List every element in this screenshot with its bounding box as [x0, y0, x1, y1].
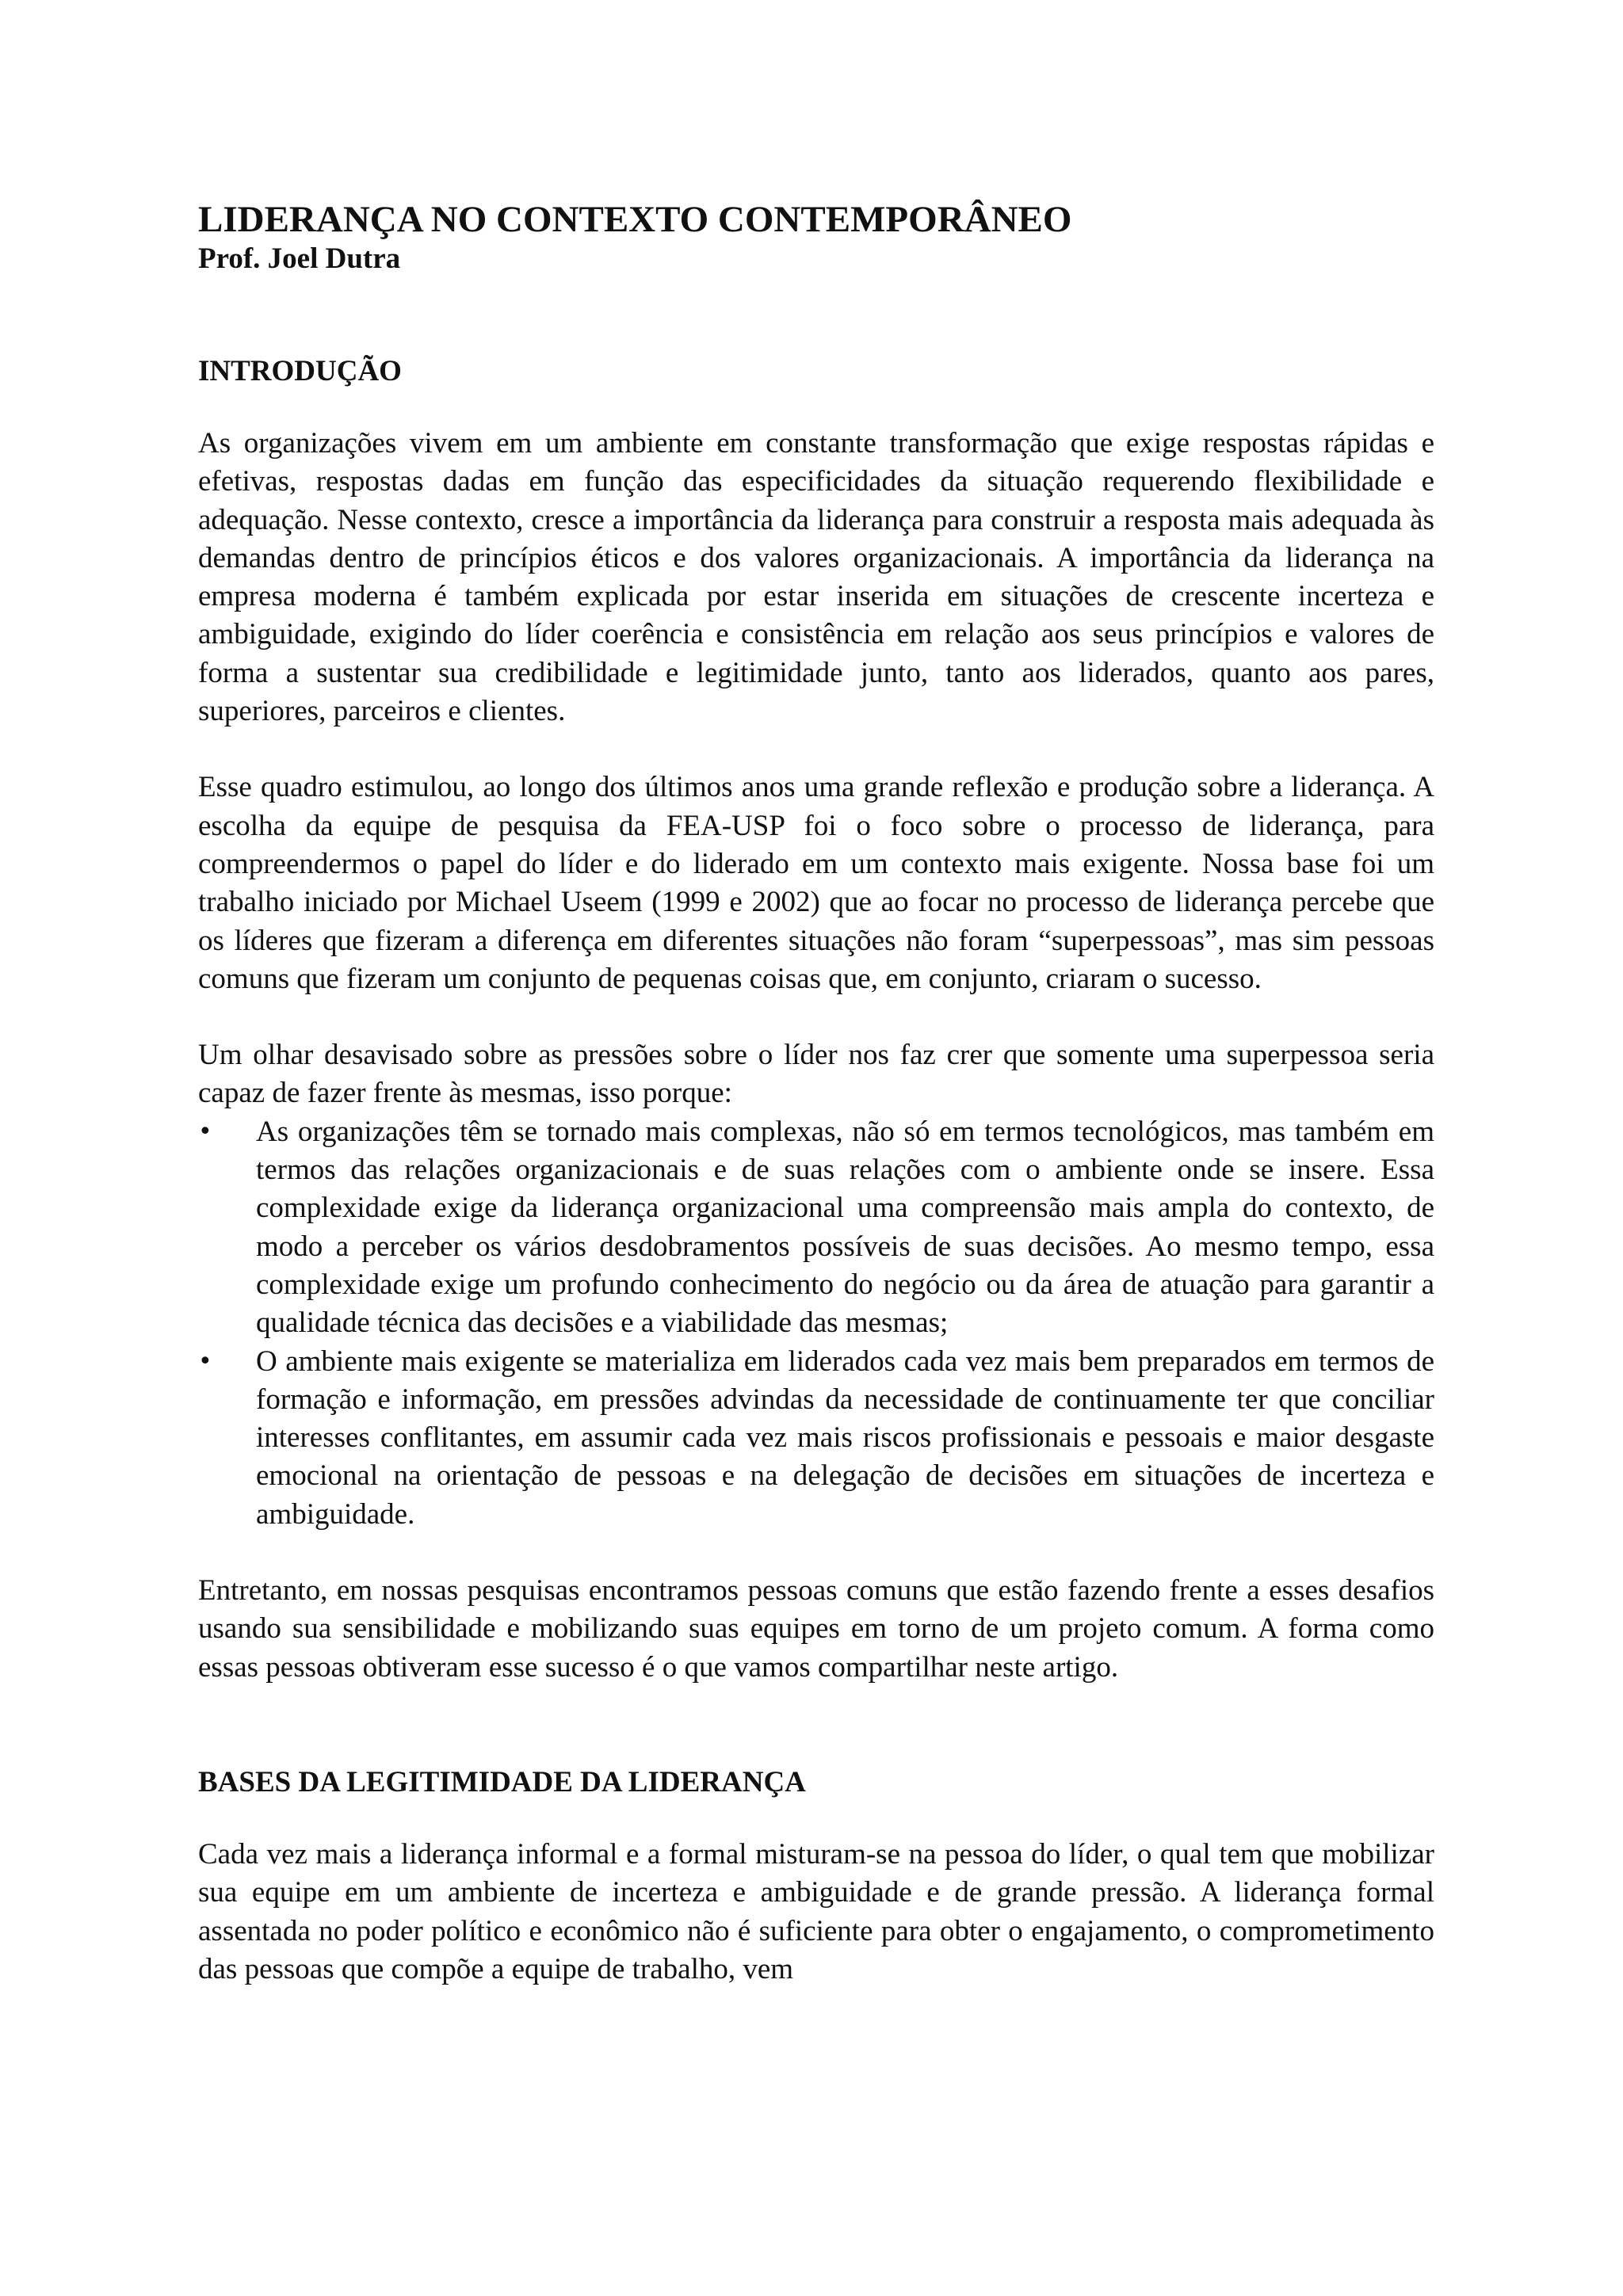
list-item: [198, 1343, 1434, 1534]
intro-paragraph-1: As organizações vivem em um ambiente em constante transformação que exige respostas rápidas e efetivas, respostas dadas em função das especificidades da situação requerendo flexibilidade e adequação. Nesse contexto, cresce a importância da liderança para construir a resposta mais adequada às demandas dentro de princípios éticos e dos valores organizacionais. A importância da liderança na empresa moderna é também explicada por estar inserida em situações de crescente incerteza e ambiguidade, exigindo do líder coerência e consistência em relação aos seus princípios e valores de forma a sustentar sua credibilidade e legitimidade junto, tanto aos liderados, quanto aos pares, superiores, parceiros e clientes.: [198, 427, 1434, 728]
section-heading-bases: BASES DA LEGITIMIDADE DA LIDERANÇA: [198, 1765, 806, 1798]
intro-paragraph-2: Esse quadro estimulou, ao longo dos últimos anos uma grande reflexão e produção sobre a liderança. A escolha da equipe de pesquisa da FEA-USP foi o foco sobre o processo de liderança, para compreendermos o papel do líder e do liderado em um contexto mais exigente. Nossa base foi um trabalho iniciado por Michael Useem (1999 e 2002) que ao focar no processo de liderança percebe que os líderes que fizeram a diferença em diferentes situações não foram “superpessoas”, mas sim pessoas comuns que fizeram um conjunto de pequenas coisas que, em conjunto, criaram o sucesso.: [198, 771, 1434, 995]
bullet-icon: •: [198, 1347, 212, 1375]
list-item-text: As organizações têm se tornado mais complexas, não só em termos tecnológicos, mas também em termos das relações organizacionais e de suas relações com o ambiente onde se insere. Essa complexidade exige da liderança organizacional uma compreensão mais ampla do contexto, de modo a perceber os vários desdobramentos possíveis de suas decisões. Ao mesmo tempo, essa complexidade exige um profundo conhecimento do negócio ou da área de atuação para garantir a qualidade técnica das decisões e a viabilidade das mesmas;: [256, 1115, 1434, 1340]
intro-paragraph-4: Entretanto, em nossas pesquisas encontramos pessoas comuns que estão fazendo frente a esses desafios usando sua sensibilidade e mobilizando suas equipes em torno de um projeto comum. A forma como essas pessoas obtiveram esse sucesso é o que vamos compartilhar neste artigo.: [198, 1574, 1434, 1684]
list-item: [198, 1113, 1434, 1343]
document-title: LIDERANÇA NO CONTEXTO CONTEMPORÂNEO: [198, 199, 1072, 240]
pressures-bullet-list: [198, 1113, 1434, 1534]
bullet-icon: •: [198, 1117, 212, 1146]
intro-paragraph-3: Um olhar desavisado sobre as pressões sobre o líder nos faz crer que somente uma superpessoa seria capaz de fazer frente às mesmas, isso porque:: [198, 1039, 1434, 1110]
bases-paragraph-1: Cada vez mais a liderança informal e a formal misturam-se na pessoa do líder, o qual tem que mobilizar sua equipe em um ambiente de incerteza e ambiguidade e de grande pressão. A liderança formal assentada no poder político e econômico não é suficiente para obter o engajamento, o comprometimento das pessoas que compõe a equipe de trabalho, vem: [198, 1837, 1434, 1985]
section-heading-introducao: INTRODUÇÃO: [198, 355, 402, 387]
list-item-text: O ambiente mais exigente se materializa em liderados cada vez mais bem preparados em termos de formação e informação, em pressões advindas da necessidade de continuamente ter que conciliar interesses conflitantes, em assumir cada vez mais riscos profissionais e pessoais e maior desgaste emocional na orientação de pessoas e na delegação de decisões em situações de incerteza e ambiguidade.: [256, 1344, 1434, 1531]
document-body: [198, 198, 1434, 1989]
document-author: Prof. Joel Dutra: [198, 242, 401, 275]
